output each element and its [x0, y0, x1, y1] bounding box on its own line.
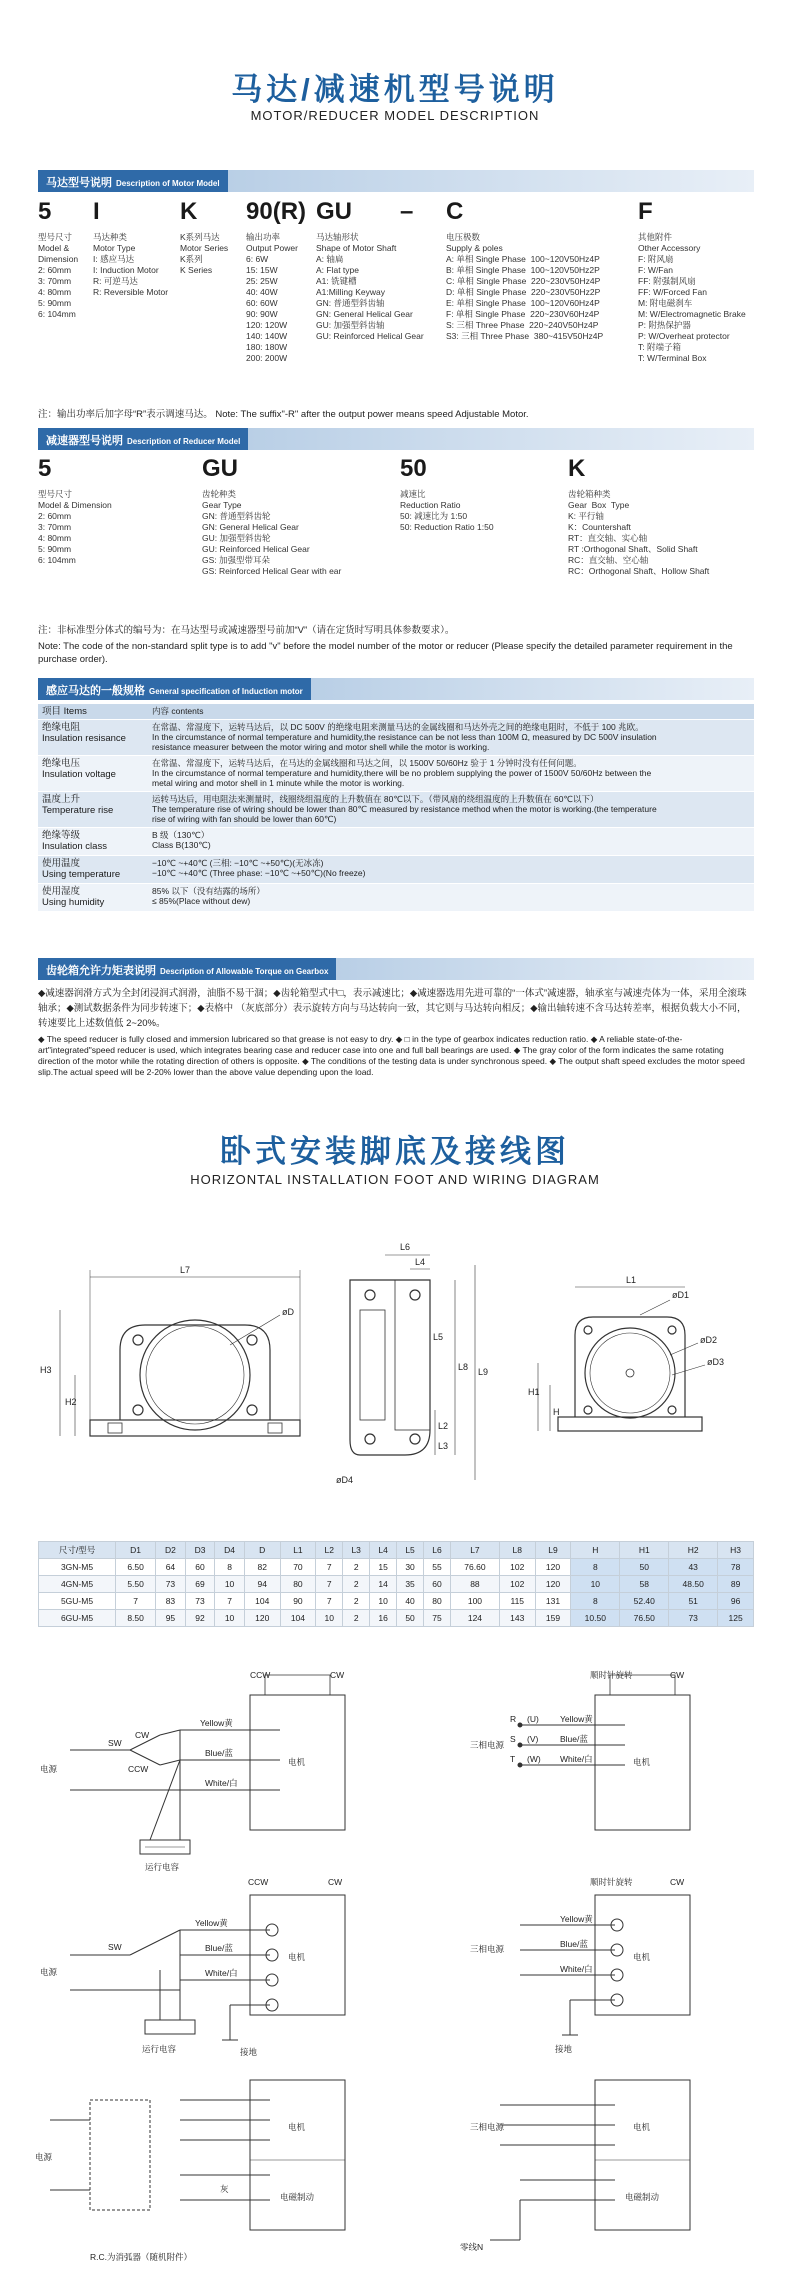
bar-cn: 感应马达的一般规格 [46, 685, 145, 697]
page-subtitle: MOTOR/REDUCER MODEL DESCRIPTION [250, 108, 540, 123]
wire-yellow: Yellow黄 [560, 1714, 593, 1724]
wire-blue: Blue/蓝 [205, 1748, 233, 1758]
dim-header-row [39, 1542, 754, 1559]
reducer-note-en: Note: The code of the non-standard split type is to add "v" before the model number of the motor or reducer (Please specify the detailed parameter requirement in the purchase order). [38, 641, 733, 665]
motor-col-dimension: 型号尺寸 Model & Dimension 2: 60mm 3: 70mm 4: 80mm 5: 90mm 6: 104mm [38, 232, 79, 319]
cw-label: CW [328, 1877, 343, 1887]
spec-key-cn: 使用湿度 [42, 886, 81, 897]
bar-cn: 减速器型号说明 [46, 435, 123, 447]
dim-cell: 7 [316, 1576, 343, 1593]
dim-cell: 76.50 [620, 1610, 669, 1627]
wire-white: White/白 [205, 1778, 238, 1788]
dim-cell: 90 [280, 1593, 316, 1610]
dim-cell: 8 [571, 1593, 620, 1610]
torque-note-cn: ◆减速器润滑方式为全封闭浸润式润滑，油脂不易干涸；◆齿轮箱型式中□，表示减速比；◆减速器选用先进可靠的“一体式”减速器，轴承室与减速壳体为一体，采用全滚珠轴承；◆测试数据条件为同步转速下；◆表格中 （灰底部分）表示旋转方向与马达转向一致，其它则与马达转向相反；◆输出轴转速不含马达转差率，根据负载大小不同，转速要比上述数值低 2~20%。 [38, 988, 747, 1029]
rear-foot [558, 1417, 702, 1431]
dim-cell: 6GU-M5 [39, 1610, 116, 1627]
dim-cell: 10 [370, 1593, 397, 1610]
dim-cell: 69 [185, 1576, 215, 1593]
dim-header-cell: L8 [499, 1542, 535, 1559]
motor-code-supply: C [446, 198, 464, 225]
motor-label: 电机 [288, 1757, 306, 1767]
power-source-label: 电源 [35, 2152, 53, 2162]
wire-yellow: Yellow黄 [560, 1914, 593, 1924]
motor-box [250, 2080, 345, 2230]
phase-R: R [510, 1714, 517, 1724]
reverse-cw-label: 顺时针旋转 [590, 1877, 633, 1887]
wire-yellow: Yellow黄 [195, 1918, 228, 1928]
dim-cell: 83 [156, 1593, 186, 1610]
label-L1: L1 [626, 1275, 637, 1285]
dim-cell: 95 [156, 1610, 186, 1627]
reducer-note-cn: 注：非标准型分体式的编号为：在马达型号或减速器型号前加“V”（请在定货时写明具体参数要求）。 [38, 625, 455, 636]
dim-cell: 96 [718, 1593, 754, 1610]
dim-header-cell: L5 [397, 1542, 424, 1559]
spec-key-en: Insulation resisance [42, 733, 126, 744]
cw-label: CW [330, 1670, 345, 1680]
dim-cell: 80 [424, 1593, 451, 1610]
reducer-col-ratio: 减速比 Reduction Ratio 50: 减速比为 1:50 50: Reduction Ratio 1:50 [400, 489, 494, 532]
bar-cn: 马达型号说明 [46, 177, 112, 189]
dim-cell: 5.50 [116, 1576, 156, 1593]
reducer-section-bar [38, 428, 754, 450]
reducer-code-gear: GU [202, 455, 238, 482]
ground-label: 接地 [240, 2047, 258, 2057]
dim-cell: 2 [343, 1576, 370, 1593]
motor-code-dash: – [400, 198, 414, 225]
dim-cell: 143 [499, 1610, 535, 1627]
dim-cell: 64 [156, 1559, 186, 1576]
reverse-cw-label: 顺时针旋转 [590, 1670, 633, 1680]
dim-cell: 40 [397, 1593, 424, 1610]
dim-cell: 80 [280, 1576, 316, 1593]
dim-cell: 76.60 [450, 1559, 499, 1576]
dim-cell: 70 [280, 1559, 316, 1576]
three-phase-label: 三相电源 [470, 1740, 505, 1750]
reducer-col-gear: 齿轮种类 Gear Type GN: 普通型斜齿轮 GN: General Helical Gear GU: 加强型斜齿轮 GU: Reinforced Helical Gear GS: 加强型带耳朵 GS: Reinforced Helical Gear with ear [202, 489, 342, 576]
dim-cell: 94 [244, 1576, 280, 1593]
label-D2: øD2 [700, 1335, 718, 1345]
spec-value: 在常温、常湿度下，运转马达后，以 DC 500V 的绝缘电阻来测量马达的金属线圈和马达外壳之间的绝缘电阻时，不低于 100 兆欧。 In the circumstance of normal temperature and humidity,the resistance can be not less than 100M Ω, measured by DC 500V insulation resistance measurer between the motor wiring and motor shell while the motor is working. [148, 720, 754, 756]
dim-cell: 102 [499, 1576, 535, 1593]
label-D4: øD4 [336, 1475, 354, 1485]
dim-header-cell: L9 [535, 1542, 571, 1559]
reducer-col-dimension: 型号尺寸 Model & Dimension 2: 60mm 3: 70mm 4: 80mm 5: 90mm 6: 104mm [38, 489, 112, 565]
rear-bore [585, 1328, 675, 1418]
dim-cell: 100 [450, 1593, 499, 1610]
dim-header-cell: L4 [370, 1542, 397, 1559]
brake-label: 电磁制动 [280, 2192, 315, 2202]
motor-code-dimension: 5 [38, 198, 52, 225]
label-L8: L8 [458, 1362, 469, 1372]
rc-box [90, 2100, 150, 2210]
cw-label: CW [670, 1877, 685, 1887]
spec-key-en: Temperature rise [42, 805, 114, 816]
spec-table [38, 704, 754, 912]
motor-code-shaft: GU [316, 198, 352, 225]
brake-label: 电磁制动 [625, 2192, 660, 2202]
bar-en: General specification of Induction motor [149, 687, 303, 696]
cw-label: CW [670, 1670, 685, 1680]
dim-header-cell: H1 [620, 1542, 669, 1559]
dim-cell: 50 [620, 1559, 669, 1576]
spec-key-en: Insulation class [42, 841, 107, 852]
label-L2: L2 [438, 1421, 449, 1431]
dim-cell: 75 [424, 1610, 451, 1627]
dim-cell: 60 [424, 1576, 451, 1593]
label-D1: øD1 [672, 1290, 690, 1300]
dim-cell: 120 [535, 1576, 571, 1593]
spec-key-en: Insulation voltage [42, 769, 116, 780]
dim-row [39, 1593, 754, 1610]
dim-cell: 43 [669, 1559, 718, 1576]
dim-header-cell: D2 [156, 1542, 186, 1559]
dim-cell: 159 [535, 1610, 571, 1627]
dim-cell: 10 [215, 1576, 245, 1593]
dim-cell: 102 [499, 1559, 535, 1576]
spec-value: 运转马达后，用电阻法来测量时，线圈绕组温度的上升数值在 80℃以下。（带风扇的绕组温度的上升数值在 60℃以下） The temperature rise of wiring should be lower than 80℃ measured by resistance method when the motor is working.(the temperature rise of wiring with fan should be lower than 60℃) [148, 792, 754, 828]
three-phase-label: 三相电源 [470, 1944, 505, 1954]
dim-cell: 73 [156, 1576, 186, 1593]
sw-label: SW [108, 1942, 122, 1952]
wiring-three-phase [518, 1675, 690, 1830]
spec-key-cn: 绝缘等级 [42, 830, 81, 841]
motor-col-series: K系列马达 Motor Series K系列 K Series [180, 232, 229, 275]
spec-key-en: Using temperature [42, 869, 121, 880]
dim-cell: 125 [718, 1610, 754, 1627]
reducer-code-ratio: 50 [400, 455, 427, 482]
spec-section-bar [38, 678, 754, 700]
dim-header-cell: L7 [450, 1542, 499, 1559]
dim-cell: 89 [718, 1576, 754, 1593]
spec-row [38, 792, 754, 828]
install-title: 卧式安装脚底及接线图 [220, 1134, 570, 1169]
motor-section-bar [38, 170, 754, 192]
motor-col-supply: 电压极数 Supply & poles A: 单相 Single Phase 100~120V50Hz4P B: 单相 Single Phase 100~120V50Hz2P C: 单相 Single Phase 220~230V50Hz4P D: 单相 Single Phase 220~230V50Hz2P E: 单相 Single Phase 100~120V60Hz4P F: 单相 Single Phase 220~230V60Hz4P S: 三相 Three Phase 220~240V50Hz4P S3: 三相 Three Phase 380~415V50Hz4P [446, 232, 604, 341]
dim-header-cell: 尺寸/型号 [39, 1542, 116, 1559]
dim-cell: 14 [370, 1576, 397, 1593]
dim-cell: 35 [397, 1576, 424, 1593]
dim-header-cell: H [571, 1542, 620, 1559]
wiring-three-phase-brake [490, 2080, 690, 2240]
spec-key-cn: 温度上升 [42, 794, 81, 805]
dim-cell: 2 [343, 1593, 370, 1610]
wiring-diagrams [30, 1660, 760, 2280]
motor-col-type: 马达种类 Motor Type I: 感应马达 I: Induction Motor R: 可逆马达 R: Reversible Motor [93, 232, 169, 297]
wiring-three-phase-ground [520, 1895, 690, 2035]
dim-cell: 2 [343, 1610, 370, 1627]
dim-cell: 8 [215, 1559, 245, 1576]
spec-row [38, 756, 754, 792]
dim-cell: 4GN-M5 [39, 1576, 116, 1593]
dim-header-cell: L1 [280, 1542, 316, 1559]
phase-S: S [510, 1734, 516, 1744]
bar-cn: 齿轮箱允许力矩表说明 [46, 965, 156, 977]
spec-row [38, 720, 754, 756]
spec-header-items: 项目 Items [38, 704, 148, 720]
dim-cell: 92 [185, 1610, 215, 1627]
dim-cell: 115 [499, 1593, 535, 1610]
wire-white: White/白 [560, 1754, 593, 1764]
wire-blue: Blue/蓝 [560, 1734, 588, 1744]
neutral-label: 零线N [460, 2242, 484, 2252]
dim-cell: 2 [343, 1559, 370, 1576]
dim-header-cell: L3 [343, 1542, 370, 1559]
spec-key-cn: 绝缘电阻 [42, 722, 81, 733]
spec-value: −10℃ ~+40℃ (三相: −10℃ ~+50℃)(无冰冻) −10℃ ~+40℃ (Three phase: −10℃ ~+50℃)(No freeze) [148, 856, 754, 884]
spec-header-row [38, 704, 754, 720]
dim-cell: 104 [280, 1610, 316, 1627]
dim-cell: 58 [620, 1576, 669, 1593]
wire-white: White/白 [205, 1968, 238, 1978]
motor-label: 电机 [633, 1952, 651, 1962]
side-view [350, 1255, 475, 1480]
dim-cell: 7 [116, 1593, 156, 1610]
dim-cell: 55 [424, 1559, 451, 1576]
gray-wire-label: 灰 [220, 2184, 229, 2194]
dim-header-cell: D [244, 1542, 280, 1559]
front-bore [140, 1320, 250, 1430]
rear-view [538, 1287, 705, 1431]
label-H3: H3 [40, 1365, 52, 1375]
ccw-label: CCW [250, 1670, 271, 1680]
capacitor [145, 2020, 195, 2034]
bar-en: Description of Motor Model [116, 179, 220, 188]
dim-cell: 104 [244, 1593, 280, 1610]
motor-label: 电机 [633, 1757, 651, 1767]
motor-col-accessory: 其他附件 Other Accessory F: 附风扇 F: W/Fan FF: 附强制风扇 FF: W/Forced Fan M: 附电磁刹车 M: W/Electromagnetic Brake P: 附热保护器 P: W/Overheat protector T: 附端子箱 T: W/Terminal Box [638, 232, 746, 363]
ccw-switch-label: CCW [128, 1764, 149, 1774]
reducer-code-dimension: 5 [38, 455, 52, 482]
motor-code-power: 90(R) [246, 198, 307, 225]
dim-cell: 131 [535, 1593, 571, 1610]
terminal-W: (W) [527, 1754, 541, 1764]
wiring-single-phase-brake [50, 2080, 345, 2230]
dim-cell: 10 [316, 1610, 343, 1627]
motor-code-type: I [93, 198, 100, 225]
dim-header-cell: H2 [669, 1542, 718, 1559]
reducer-code-box: K [568, 455, 586, 482]
label-L5: L5 [433, 1332, 444, 1342]
dim-cell: 73 [185, 1593, 215, 1610]
spec-value: 在常温、常湿度下，运转马达后，在马达的金属线圈和马达之间，以 1500V 50/60Hz 验于 1 分钟时没有任何问题。 In the circumstance of normal temperature and humidity,there will be no problem supplying the power of 1500V 50/60Hz between the metal wiring and motor shell in 1 minute while the motor is working. [148, 756, 754, 792]
label-D: øD [282, 1307, 294, 1317]
terminal-V: (V) [527, 1734, 539, 1744]
ccw-label: CCW [248, 1877, 269, 1887]
spec-row [38, 884, 754, 912]
front-view [60, 1270, 300, 1436]
phase-T: T [510, 1754, 516, 1764]
dim-header-cell: H3 [718, 1542, 754, 1559]
dimension-drawings [30, 1225, 760, 1535]
cw-switch-label: CW [135, 1730, 150, 1740]
reducer-col-box: 齿轮箱种类 Gear Box Type K: 平行轴 K：Countershaft RT：直交轴、实心轴 RT :Orthogonal Shaft、Solid Shaft RC：直交轴、空心轴 RC：Orthogonal Shaft、Hollow Shaft [568, 489, 710, 576]
install-subtitle: HORIZONTAL INSTALLATION FOOT AND WIRING DIAGRAM [190, 1172, 600, 1187]
motor-label: 电机 [288, 1952, 306, 1962]
dim-header-cell: D1 [116, 1542, 156, 1559]
rc-note: R.C.为消弧器（随机附件） [90, 2252, 193, 2262]
dim-cell: 8 [571, 1559, 620, 1576]
label-L3: L3 [438, 1441, 449, 1451]
terminal-U: (U) [527, 1714, 539, 1724]
power-source-label: 电源 [40, 1764, 58, 1774]
motor-col-power: 输出功率 Output Power 6: 6W 15: 15W 25: 25W 40: 40W 60: 60W 90: 90W 120: 120W 140: 140W 180: 180W 200: 200W [246, 232, 298, 363]
page-title: 马达/减速机型号说明 [231, 72, 559, 107]
label-H2: H2 [65, 1397, 77, 1407]
dim-cell: 7 [316, 1559, 343, 1576]
three-phase-label: 三相电源 [470, 2122, 505, 2132]
dim-cell: 16 [370, 1610, 397, 1627]
spec-row [38, 828, 754, 856]
spec-key-en: Using humidity [42, 897, 105, 908]
dim-cell: 30 [397, 1559, 424, 1576]
dim-cell: 10 [215, 1610, 245, 1627]
motor-label: 电机 [288, 2122, 306, 2132]
dim-header-cell: L6 [424, 1542, 451, 1559]
motor-col-shaft: 马达轴形状 Shape of Motor Shaft A: 轴扁 A: Flat type A1: 铣键槽 A1:Milling Keyway GN: 普通型斜齿轴 GN: General Helical Gear GU: 加强型斜齿轴 GU: Reinforced Helical Gear [316, 232, 424, 341]
motor-box-3p [595, 2080, 690, 2230]
dim-header-cell: D4 [215, 1542, 245, 1559]
dim-cell: 50 [397, 1610, 424, 1627]
label-L7: L7 [180, 1265, 191, 1275]
dim-cell: 8.50 [116, 1610, 156, 1627]
dim-cell: 7 [215, 1593, 245, 1610]
sw-label: SW [108, 1738, 122, 1748]
power-source-label: 电源 [40, 1967, 58, 1977]
dim-cell: 120 [535, 1559, 571, 1576]
wire-blue: Blue/蓝 [560, 1939, 588, 1949]
label-L6: L6 [400, 1242, 411, 1252]
spec-row [38, 856, 754, 884]
label-H1: H1 [528, 1387, 540, 1397]
dim-cell: 52.40 [620, 1593, 669, 1610]
torque-note-en: ◆ The speed reducer is fully closed and immersion lubricared so that grease is not easy to dry. ◆ □ in the type of gearbox indicates reduction ratio. ◆ A reliable state-of-the-art"integrated"speed reducer is used, which integrates bearing case and reducer case into one and full ball bearings are used. ◆ The gray color of the form indicates the same rotating direction of the motor while the rotating direction of others is opposite. ◆ The conditions of the testing data is under synchronous speed. ◆ The output shaft speed excludes the motor speed slip.The actual speed will be 2-20% lower than the above value depending upon the load. [38, 1034, 745, 1077]
dim-cell: 5GU-M5 [39, 1593, 116, 1610]
wire-blue: Blue/蓝 [205, 1943, 233, 1953]
front-foot [90, 1420, 300, 1436]
spec-value: 85% 以下（没有结露的场所） ≤ 85%(Place without dew) [148, 884, 754, 912]
bar-en: Description of Reducer Model [127, 437, 241, 446]
motor-label: 电机 [633, 2122, 651, 2132]
wire-white: White/白 [560, 1964, 593, 1974]
spec-key-cn: 使用温度 [42, 858, 81, 869]
spec-value: B 级（130℃） Class B(130℃) [148, 828, 754, 856]
dim-row [39, 1576, 754, 1593]
dim-cell: 10.50 [571, 1610, 620, 1627]
dim-cell: 6.50 [116, 1559, 156, 1576]
bar-en: Description of Allowable Torque on Gearbox [160, 967, 329, 976]
spec-header-contents: 内容 contents [148, 704, 754, 720]
run-cap-label: 运行电容 [142, 2044, 177, 2054]
dim-row [39, 1559, 754, 1576]
label-H: H [553, 1407, 560, 1417]
dim-cell: 48.50 [669, 1576, 718, 1593]
ground-label: 接地 [555, 2044, 573, 2054]
dim-header-cell: D3 [185, 1542, 215, 1559]
dim-cell: 7 [316, 1593, 343, 1610]
dim-header-cell: L2 [316, 1542, 343, 1559]
dim-cell: 51 [669, 1593, 718, 1610]
label-L9: L9 [478, 1367, 489, 1377]
label-D3: øD3 [707, 1357, 725, 1367]
dim-row [39, 1610, 754, 1627]
dim-cell: 10 [571, 1576, 620, 1593]
dim-cell: 73 [669, 1610, 718, 1627]
dim-cell: 15 [370, 1559, 397, 1576]
dim-cell: 78 [718, 1559, 754, 1576]
motor-note: 注：输出功率后加字母“R”表示调速马达。 Note: The suffix"-R" after the output power means speed Adjustable Motor. [38, 409, 529, 420]
dim-cell: 3GN-M5 [39, 1559, 116, 1576]
dim-cell: 82 [244, 1559, 280, 1576]
side-body [350, 1280, 430, 1455]
dim-cell: 88 [450, 1576, 499, 1593]
dim-cell: 124 [450, 1610, 499, 1627]
motor-code-series: K [180, 198, 198, 225]
spec-key-cn: 绝缘电压 [42, 758, 81, 769]
dimension-table [38, 1541, 754, 1627]
dim-cell: 60 [185, 1559, 215, 1576]
torque-section-bar [38, 958, 754, 980]
run-cap-label: 运行电容 [145, 1862, 180, 1872]
motor-code-accessory: F [638, 198, 653, 225]
label-L4: L4 [415, 1257, 426, 1267]
wire-yellow: Yellow黄 [200, 1718, 233, 1728]
dim-cell: 120 [244, 1610, 280, 1627]
